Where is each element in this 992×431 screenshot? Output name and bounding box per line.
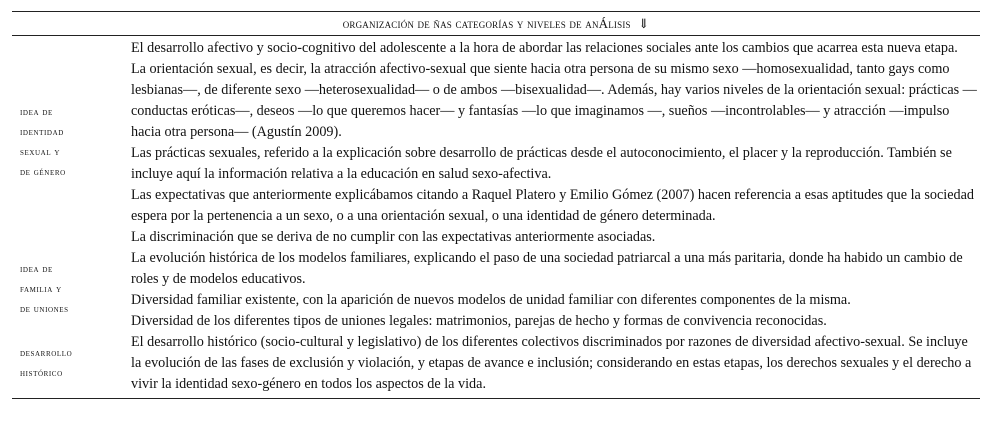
table-title-text: organización de ñas categorías y niveles de anÁlisis [342,16,631,31]
label-line: desarrollo [20,347,73,359]
label-line: identidad [20,127,64,138]
description-paragraph: Diversidad familiar existente, con la aparición de nuevos modelos de unidad familiar con diferentes componentes de la misma. [131,292,851,308]
category-label [12,332,130,395]
group-familia [12,248,980,332]
label-line: de género [20,167,66,178]
category-label [12,38,130,248]
group-desarrollo [12,332,980,395]
description-paragraph: Las expectativas que anteriormente explicábamos citando a Raquel Platero y Emilio Gómez (2007) hacen referencia a esas aptitudes que la sociedad espera por la pertenencia a un sexo, o a una orientación sexual, o una identidad de género determinada. [131,187,975,224]
label-line: sexual y [20,147,61,158]
label-line: de uniones [20,304,69,315]
table-body [12,36,980,395]
description-paragraph: La orientación sexual, es decir, la atracción afectivo-sexual que siente hacia otra persona de su mismo sexo —homosexualidad, tanto gays como lesbianas—, de diferente sexo —heterosexualidad— o de ambos —bisexualidad—. Además, hay varios niveles de la orientación sexual: prácticas —conductas eróticas—, deseos —lo que queremos hacer— y fantasías —lo que imaginamos —, sueños —incontrolables— y atracción —impulso hacia otra persona— (Agustín 2009). [131,61,977,140]
down-arrow-icon: ⇓ [638,16,650,31]
description-paragraph: Diversidad de los diferentes tipos de uniones legales: matrimonios, parejas de hecho y formas de convivencia reconocidas. [131,313,827,329]
label-line: familia y [20,284,62,295]
description-paragraph: El desarrollo histórico (socio-cultural y legislativo) de los diferentes colectivos discriminados por razones de diversidad afectivo-sexual. Se incluye la evolución de las fases de exclusión y violación, y etapas de avance e inclusión; considerando en estas etapas, los derechos sexuales y el derecho a vivir la identidad sexo-género en todos los aspectos de la vida. [131,334,972,392]
label-line: histórico [20,367,63,379]
label-line: idea de [20,107,53,118]
group-identidad [12,38,980,248]
category-descriptions [130,248,980,332]
category-descriptions [130,332,980,395]
category-label [12,248,130,332]
description-paragraph: La discriminación que se deriva de no cumplir con las expectativas anteriormente asociadas. [131,229,656,245]
description-paragraph: Las prácticas sexuales, referido a la explicación sobre desarrollo de prácticas desde el autoconocimiento, el placer y la reproducción. También se incluye aquí la información relativa a la educación en salud sexo-afectiva. [131,145,952,182]
label-line: idea de [20,264,53,275]
description-paragraph: La evolución histórica de los modelos familiares, explicando el paso de una sociedad patriarcal a una más paritaria, donde ha habido un cambio de roles y de modelos educativos. [131,250,963,287]
bottom-rule [12,398,980,399]
category-descriptions [130,38,980,248]
categories-table [12,11,980,399]
description-paragraph: El desarrollo afectivo y socio-cognitivo del adolescente a la hora de abordar las relaciones sociales ante los cambios que acarrea esta nueva etapa. [131,40,958,56]
table-title [12,12,980,35]
